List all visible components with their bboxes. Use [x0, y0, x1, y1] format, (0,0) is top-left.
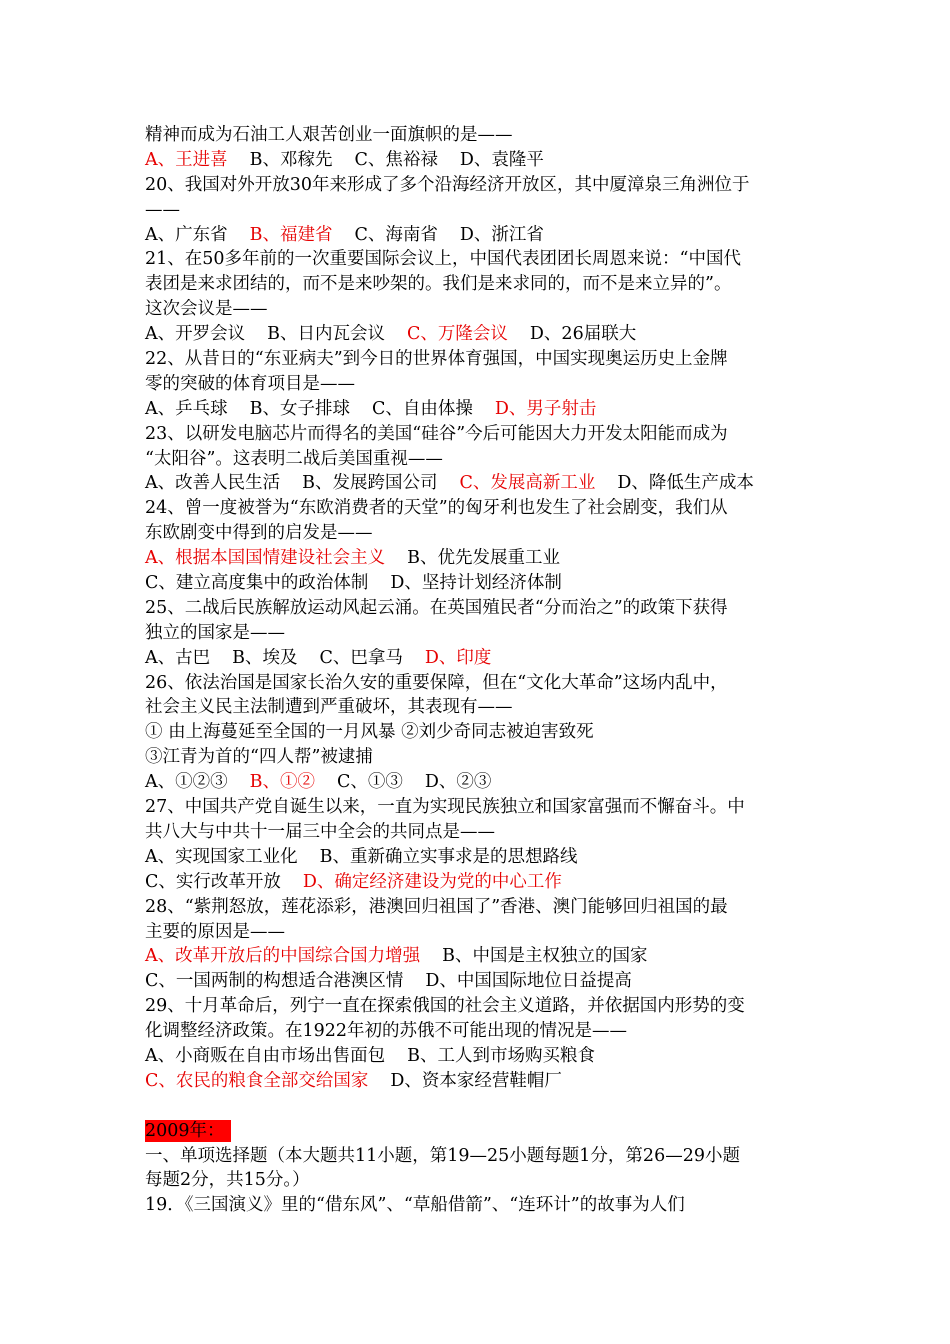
option: C、实行改革开放 — [145, 871, 281, 892]
statement: ① 由上海蔓延至全国的一月风暴 ②刘少奇同志被迫害致死 — [145, 722, 594, 743]
options-line — [145, 770, 815, 795]
option: C、巴拿马 — [319, 647, 403, 668]
answer-option: A、王进喜 — [145, 149, 228, 170]
text-line — [145, 895, 815, 920]
options-line — [145, 471, 815, 496]
options-line — [145, 223, 815, 248]
section-heading: 每题2分，共15分。） — [145, 1170, 310, 1191]
options-line — [145, 397, 815, 422]
question-stem: 社会主义民主法制遭到严重破坏，其表现有—— — [145, 697, 513, 718]
option: A、古巴 — [145, 647, 211, 668]
text-line — [145, 671, 815, 696]
text-line — [145, 994, 815, 1019]
text-line — [145, 1144, 815, 1169]
options-line — [145, 646, 815, 671]
option: A、广东省 — [145, 224, 228, 245]
answer-option: D、印度 — [424, 647, 492, 668]
option: B、发展跨国公司 — [302, 473, 438, 494]
spacer — [145, 1094, 815, 1119]
year-heading-line — [145, 1119, 815, 1144]
text-line — [145, 447, 815, 472]
option: D、降低生产成本 — [617, 473, 754, 494]
text-line — [145, 198, 815, 223]
option: C、①③ — [337, 772, 403, 793]
options-line — [145, 845, 815, 870]
text-line — [145, 1193, 815, 1218]
text-line — [145, 621, 815, 646]
question-stem: 零的突破的体育项目是—— — [145, 373, 355, 394]
option: A、小商贩在自由市场出售面包 — [145, 1045, 386, 1066]
year-heading: 2009年： — [145, 1120, 231, 1142]
option: B、工人到市场购买粮食 — [407, 1045, 595, 1066]
text-line — [145, 920, 815, 945]
option: D、袁隆平 — [459, 149, 544, 170]
option: D、资本家经营鞋帽厂 — [390, 1070, 562, 1091]
option: B、日内瓦会议 — [267, 324, 386, 345]
text-line — [145, 1019, 815, 1044]
text-line — [145, 347, 815, 372]
option: C、自由体操 — [372, 398, 473, 419]
option: D、②③ — [424, 772, 492, 793]
text-line — [145, 247, 815, 272]
text-line — [145, 695, 815, 720]
question-stem: 26、依法治国是国家长治久安的重要保障，但在“文化大革命”这场内乱中， — [145, 672, 728, 693]
answer-option: D、确定经济建设为党的中心工作 — [302, 871, 562, 892]
question-stem: “太阳谷”。这表明二战后美国重视—— — [145, 448, 443, 469]
text-line — [145, 422, 815, 447]
text-line — [145, 795, 815, 820]
question-stem: 23、以研发电脑芯片而得名的美国“硅谷”今后可能因大力开发太阳能而成为 — [145, 423, 728, 444]
options-line — [145, 1044, 815, 1069]
option: B、女子排球 — [249, 398, 351, 419]
answer-option: D、男子射击 — [494, 398, 597, 419]
question-stem: 19．《三国演义》里的“借东风”、“草船借箭”、“连环计”的故事为人们 — [145, 1195, 685, 1216]
question-stem: —— — [145, 199, 180, 220]
text-line — [145, 297, 815, 322]
option: A、实现国家工业化 — [145, 846, 298, 867]
question-stem: 独立的国家是—— — [145, 622, 285, 643]
option: B、邓稼先 — [249, 149, 333, 170]
option: D、浙江省 — [459, 224, 544, 245]
text-line — [145, 521, 815, 546]
option: B、埃及 — [232, 647, 298, 668]
options-line — [145, 1069, 815, 1094]
option: C、海南省 — [354, 224, 438, 245]
question-stem: 28、“紫荆怒放，莲花添彩，港澳回归祖国了”香港、澳门能够回归祖国的最 — [145, 896, 728, 917]
question-stem: 表团是来求团结的，而不是来吵架的。我们是来求同的，而不是来立异的”。 — [145, 274, 732, 295]
options-line — [145, 870, 815, 895]
answer-option: C、万隆会议 — [407, 324, 508, 345]
question-stem: 化调整经济政策。在1922年初的苏俄不可能出现的情况是—— — [145, 1021, 628, 1042]
text-line — [145, 272, 815, 297]
document-content — [145, 123, 815, 1218]
question-stem: 共八大与中共十一届三中全会的共同点是—— — [145, 821, 495, 842]
text-line — [145, 496, 815, 521]
question-stem: 这次会议是—— — [145, 299, 268, 320]
answer-option: A、根据本国国情建设社会主义 — [145, 548, 386, 569]
option: B、优先发展重工业 — [407, 548, 561, 569]
answer-option: C、农民的粮食全部交给国家 — [145, 1070, 369, 1091]
option: C、一国两制的构想适合港澳区情 — [145, 971, 404, 992]
answer-option: B、福建省 — [249, 224, 333, 245]
question-stem: 29、十月革命后，列宁一直在探索俄国的社会主义道路，并依据国内形势的变 — [145, 996, 745, 1017]
option: A、①②③ — [145, 772, 228, 793]
option: C、焦裕禄 — [354, 149, 438, 170]
option: D、坚持计划经济体制 — [390, 573, 562, 594]
option: C、建立高度集中的政治体制 — [145, 573, 369, 594]
option: B、中国是主权独立的国家 — [442, 946, 648, 967]
question-stem: 21、在50多年前的一次重要国际会议上，中国代表团团长周恩来说：“中国代 — [145, 249, 741, 270]
option: A、改善人民生活 — [145, 473, 281, 494]
question-stem: 东欧剧变中得到的启发是—— — [145, 523, 373, 544]
text-line — [145, 745, 815, 770]
answer-option: A、改革开放后的中国综合国力增强 — [145, 946, 421, 967]
question-stem: 25、二战后民族解放运动风起云涌。在英国殖民者“分而治之”的政策下获得 — [145, 597, 728, 618]
option: B、重新确立实事求是的思想路线 — [319, 846, 578, 867]
question-stem: 精神而成为石油工人艰苦创业一面旗帜的是—— — [145, 125, 513, 145]
question-stem: 20、我国对外开放30年来形成了多个沿海经济开放区，其中厦漳泉三角洲位于 — [145, 174, 750, 195]
options-line — [145, 322, 815, 347]
answer-option: B、①② — [249, 772, 316, 793]
option: A、乒乓球 — [145, 398, 228, 419]
options-line — [145, 944, 815, 969]
question-stem: 27、中国共产党自诞生以来，一直为实现民族独立和国家富强而不懈奋斗。中 — [145, 797, 745, 818]
question-stem: 24、曾一度被誉为“东欧消费者的天堂”的匈牙利也发生了社会剧变，我们从 — [145, 498, 728, 519]
statement: ③江青为首的“四人帮”被逮捕 — [145, 747, 373, 768]
text-line — [145, 720, 815, 745]
options-line — [145, 546, 815, 571]
answer-option: C、发展高新工业 — [459, 473, 596, 494]
options-line — [145, 969, 815, 994]
text-line — [145, 596, 815, 621]
text-line — [145, 820, 815, 845]
options-line — [145, 148, 815, 173]
question-stem: 22、从昔日的“东亚病夫”到今日的世界体育强国，中国实现奥运历史上金牌 — [145, 349, 728, 370]
options-line — [145, 571, 815, 596]
option: D、26届联大 — [529, 324, 637, 345]
text-line — [145, 123, 815, 148]
text-line — [145, 372, 815, 397]
question-stem: 主要的原因是—— — [145, 921, 285, 942]
text-line — [145, 173, 815, 198]
option: A、开罗会议 — [145, 324, 246, 345]
option: D、中国国际地位日益提高 — [425, 971, 632, 992]
section-heading: 一、单项选择题（本大题共11小题，第19—25小题每题1分，第26—29小题 — [145, 1145, 740, 1166]
text-line — [145, 1168, 815, 1193]
